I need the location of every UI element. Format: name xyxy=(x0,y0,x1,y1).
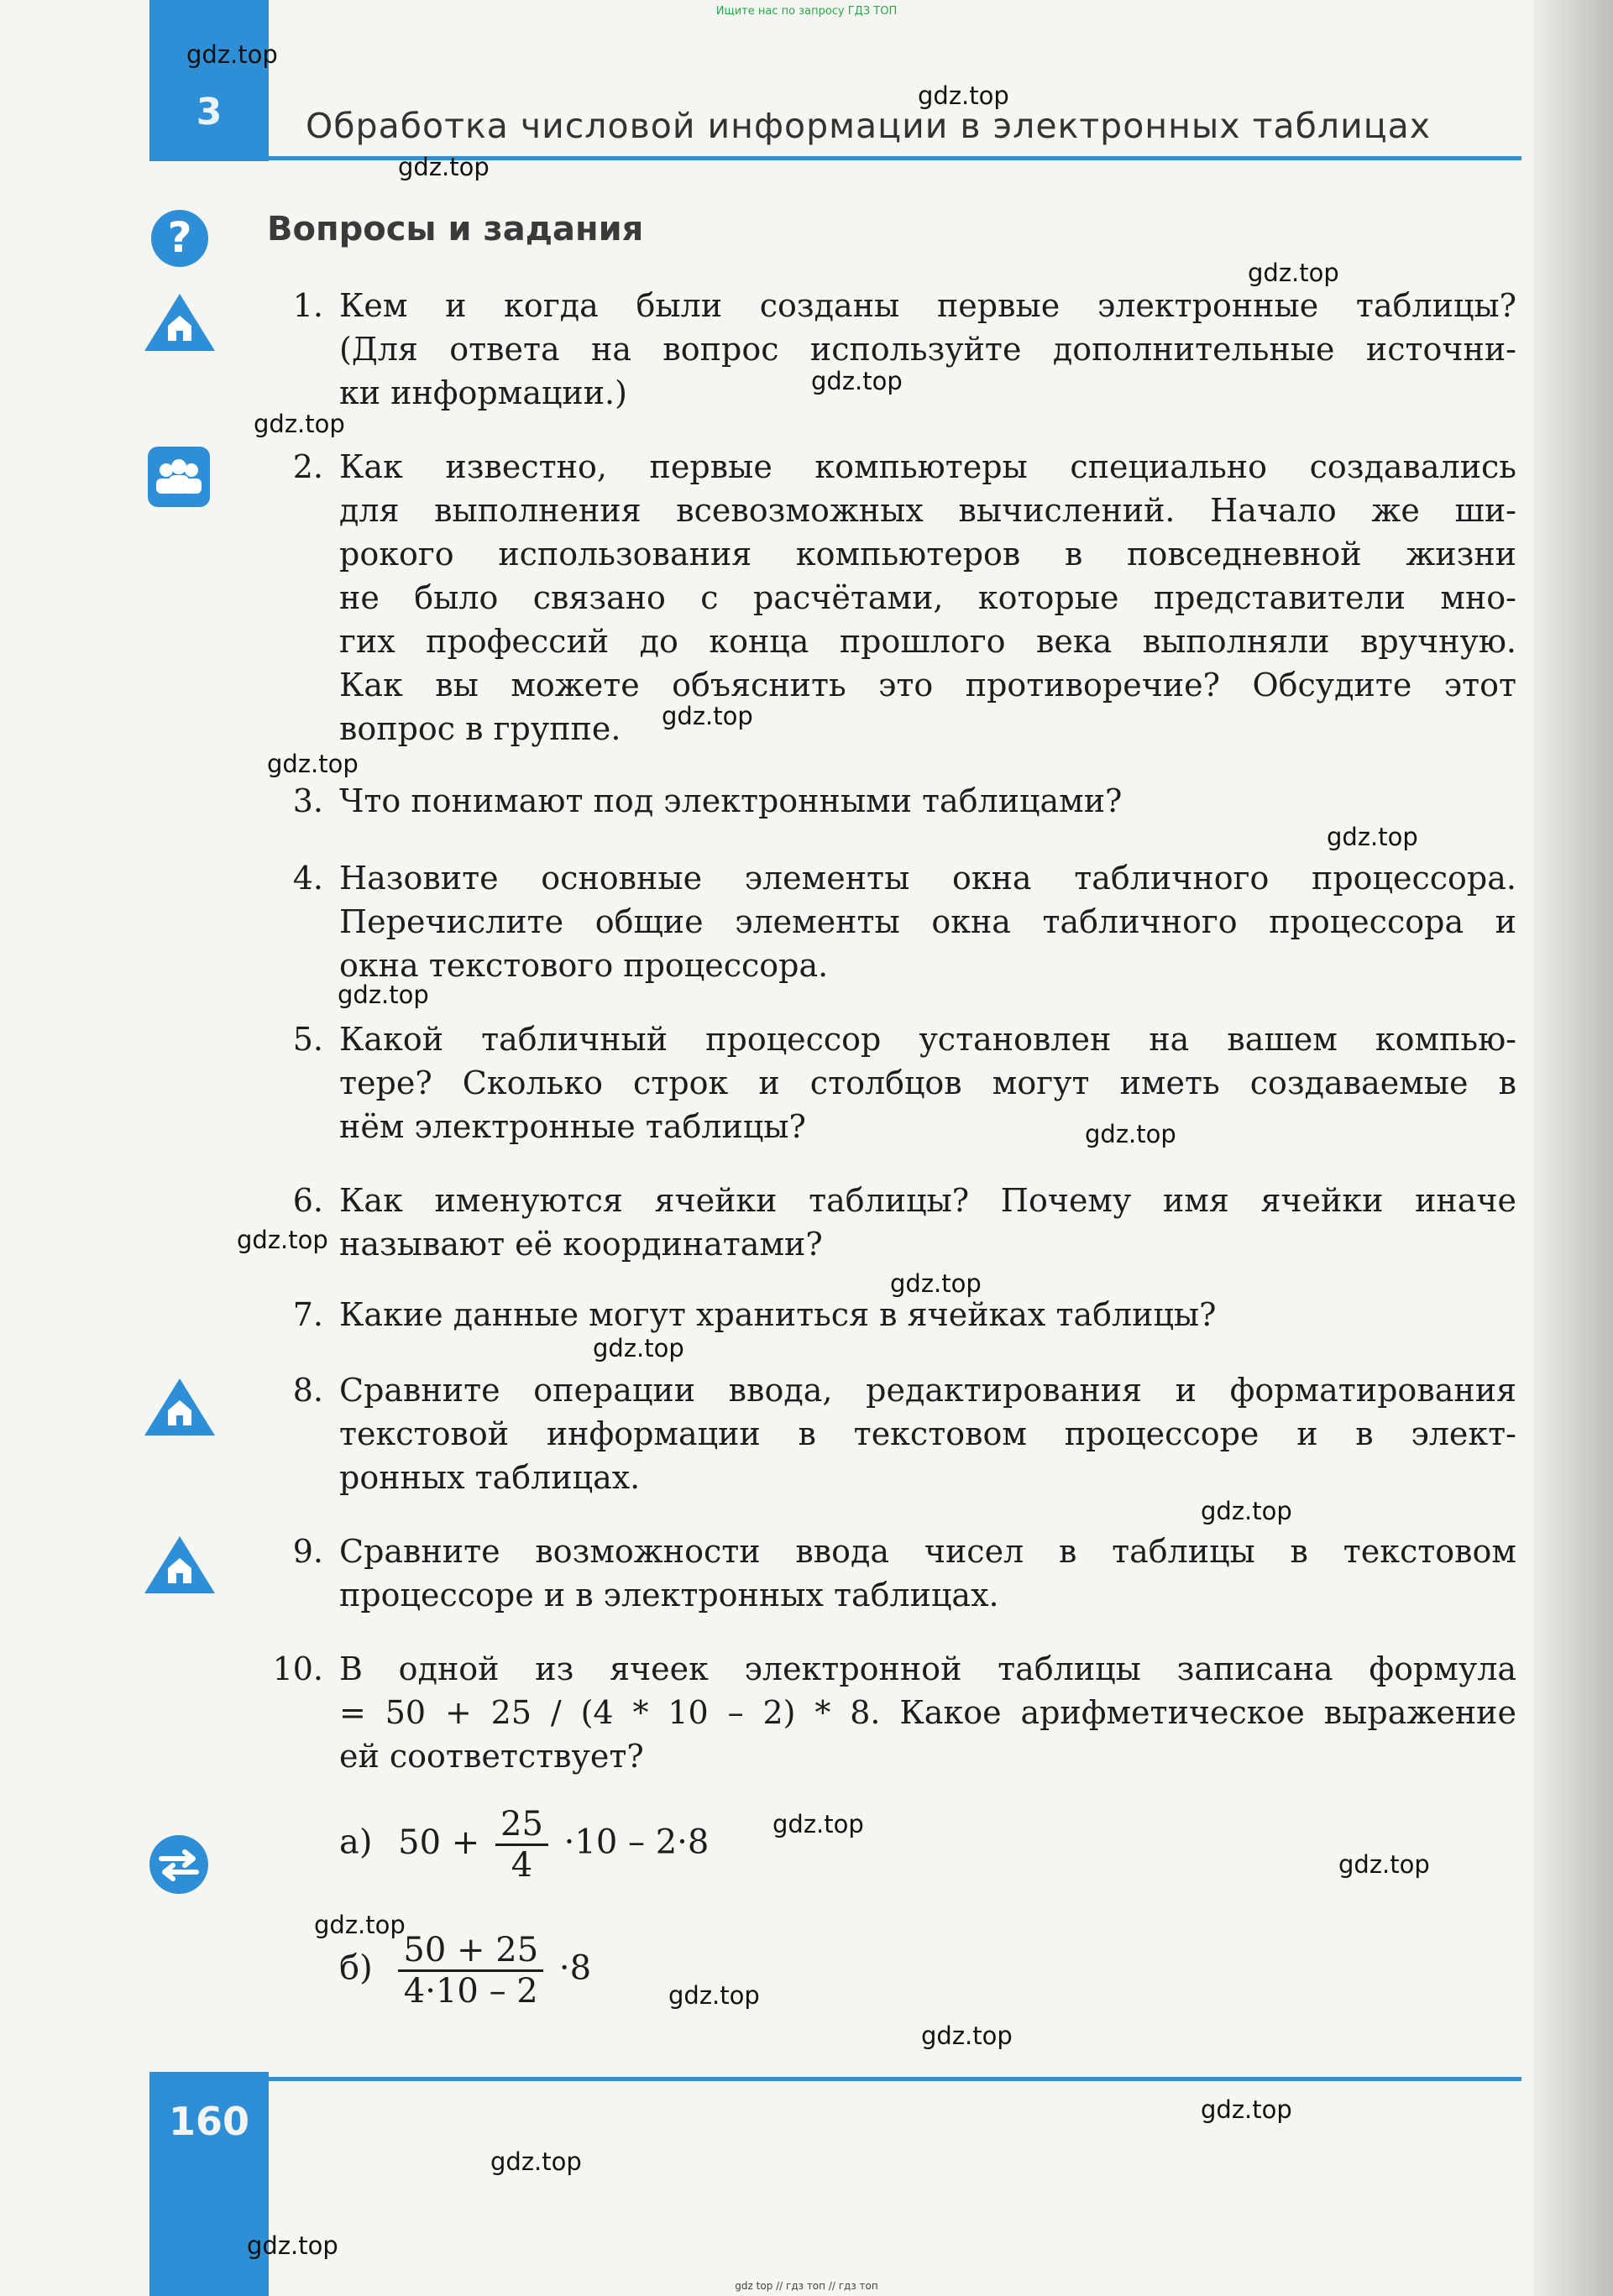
question-line: тере? Сколько строк и столбцов могут иметь создаваемые в xyxy=(339,1064,1516,1101)
question-number: 10. xyxy=(272,1650,323,1687)
watermark: gdz.top xyxy=(247,2231,338,2260)
watermark: gdz.top xyxy=(1338,1850,1430,1879)
question-text xyxy=(339,856,1516,987)
formula-a-label: а) xyxy=(339,1823,373,1862)
question-number: 5. xyxy=(292,1021,323,1058)
formula-a-denominator: 4 xyxy=(511,1846,533,1885)
watermark: gdz.top xyxy=(314,1911,406,1939)
question-text xyxy=(339,445,1516,751)
question-text xyxy=(339,1530,1516,1617)
question-line: ронных таблицах. xyxy=(339,1459,641,1496)
watermark: gdz.top xyxy=(1248,259,1339,287)
question-text xyxy=(339,1293,1516,1336)
question-number: 9. xyxy=(292,1533,323,1570)
formula-a xyxy=(339,1805,709,1885)
question-line: ей соответствует? xyxy=(339,1738,644,1775)
question-line: гих профессий до конца прошлого века выполняли вручную. xyxy=(339,623,1516,660)
question-number: 2. xyxy=(292,448,323,485)
question-line: Перечислите общие элементы окна табличного процессора и xyxy=(339,903,1516,940)
watermark: gdz.top xyxy=(1201,2095,1292,2124)
chapter-number: 3 xyxy=(196,91,223,133)
watermark: gdz.top xyxy=(890,1269,982,1298)
question-text xyxy=(339,779,1516,823)
question-line: нём электронные таблицы? xyxy=(339,1108,806,1145)
watermark: gdz.top xyxy=(398,153,490,181)
question-text xyxy=(339,284,1516,415)
question-line: рокого использования компьютеров в повседневной жизни xyxy=(339,536,1516,573)
question-line: для выполнения всевозможных вычислений. Начало же ши- xyxy=(339,492,1516,529)
question-line: текстовой информации в текстовом процессоре и в элект- xyxy=(339,1415,1516,1452)
question-line: Сравните операции ввода, редактирования и форматирования xyxy=(339,1372,1516,1409)
watermark: gdz.top xyxy=(662,702,753,730)
watermark: gdz.top xyxy=(338,981,429,1009)
question-number: 3. xyxy=(292,782,323,819)
watermark: gdz.top xyxy=(772,1810,864,1838)
watermark: gdz.top xyxy=(237,1226,328,1254)
watermark: gdz.top xyxy=(186,40,278,69)
formula-a-left: 50 + xyxy=(398,1823,480,1862)
watermark: gdz.top xyxy=(918,81,1009,110)
question-text xyxy=(339,1179,1516,1266)
formula-b-right: ·8 xyxy=(558,1948,592,1988)
watermark: gdz.top xyxy=(1201,1497,1292,1525)
formula-a-fraction xyxy=(495,1805,548,1885)
question-line: Назовите основные элементы окна табличного процессора. xyxy=(339,860,1516,897)
watermark: gdz.top xyxy=(921,2021,1013,2050)
question-line: окна текстового процессора. xyxy=(339,947,829,984)
footer-rule xyxy=(269,2077,1521,2081)
bottom-note: gdz top // гдз топ // гдз топ xyxy=(735,2280,878,2292)
formula-b-numerator: 50 + 25 xyxy=(398,1931,543,1972)
question-text xyxy=(339,1368,1516,1499)
question-line: Что понимают под электронными таблицами? xyxy=(339,782,1123,819)
question-line: ки информации.) xyxy=(339,374,627,411)
question-line: Кем и когда были созданы первые электронные таблицы? xyxy=(339,287,1516,324)
question-line: Как известно, первые компьютеры специально создавались xyxy=(339,448,1516,485)
formula-b-denominator: 4·10 – 2 xyxy=(403,1972,538,2011)
question-text xyxy=(339,1017,1516,1148)
question-line: Как именуются ячейки таблицы? Почему имя ячейки иначе xyxy=(339,1182,1516,1219)
question-line: = 50 + 25 / (4 * 10 – 2) * 8. Какое арифметическое выражение xyxy=(339,1694,1516,1731)
scan-page-edge xyxy=(1533,0,1613,2296)
question-number: 1. xyxy=(292,287,323,324)
question-number: 6. xyxy=(292,1182,323,1219)
question-line: Сравните возможности ввода чисел в таблицы в текстовом xyxy=(339,1533,1516,1570)
question-line: называют её координатами? xyxy=(339,1226,823,1263)
exchange-icon xyxy=(148,1833,210,1896)
question-line: Какие данные могут храниться в ячейках таблицы? xyxy=(339,1296,1217,1333)
question-text xyxy=(339,1647,1516,1778)
page-number: 160 xyxy=(168,2099,250,2144)
section-title: Вопросы и задания xyxy=(267,210,644,248)
chapter-tab xyxy=(149,0,269,161)
question-number: 4. xyxy=(292,860,323,897)
question-line: Как вы можете объяснить это противоречие? Обсудите этот xyxy=(339,667,1516,703)
watermark: gdz.top xyxy=(1085,1120,1176,1148)
question-line: (Для ответа на вопрос используйте дополнительные источни- xyxy=(339,331,1516,368)
svg-text:?: ? xyxy=(167,213,192,262)
formula-a-numerator: 25 xyxy=(495,1805,548,1846)
watermark: gdz.top xyxy=(267,750,359,778)
watermark: gdz.top xyxy=(668,1981,760,2010)
question-icon xyxy=(149,208,210,269)
watermark: gdz.top xyxy=(811,367,903,395)
question-line: процессоре и в электронных таблицах. xyxy=(339,1577,999,1613)
question-number: 7. xyxy=(292,1296,323,1333)
watermark: gdz.top xyxy=(254,410,345,438)
header-title: Обработка числовой информации в электронных таблицах xyxy=(306,106,1432,146)
formula-b xyxy=(339,1931,591,2011)
formula-b-fraction xyxy=(398,1931,543,2011)
formula-b-label: б) xyxy=(339,1948,373,1988)
question-line: вопрос в группе. xyxy=(339,710,621,747)
watermark: gdz.top xyxy=(1327,823,1418,851)
top-note: Ищите нас по запросу ГДЗ ТОП xyxy=(715,5,898,18)
watermark: gdz.top xyxy=(490,2147,582,2176)
question-line: Какой табличный процессор установлен на вашем компью- xyxy=(339,1021,1516,1058)
question-line: В одной из ячеек электронной таблицы записана формула xyxy=(339,1650,1516,1687)
question-number: 8. xyxy=(292,1372,323,1409)
question-line: не было связано с расчётами, которые представители мно- xyxy=(339,579,1516,616)
watermark: gdz.top xyxy=(593,1334,684,1362)
formula-a-right: ·10 – 2·8 xyxy=(563,1823,710,1862)
